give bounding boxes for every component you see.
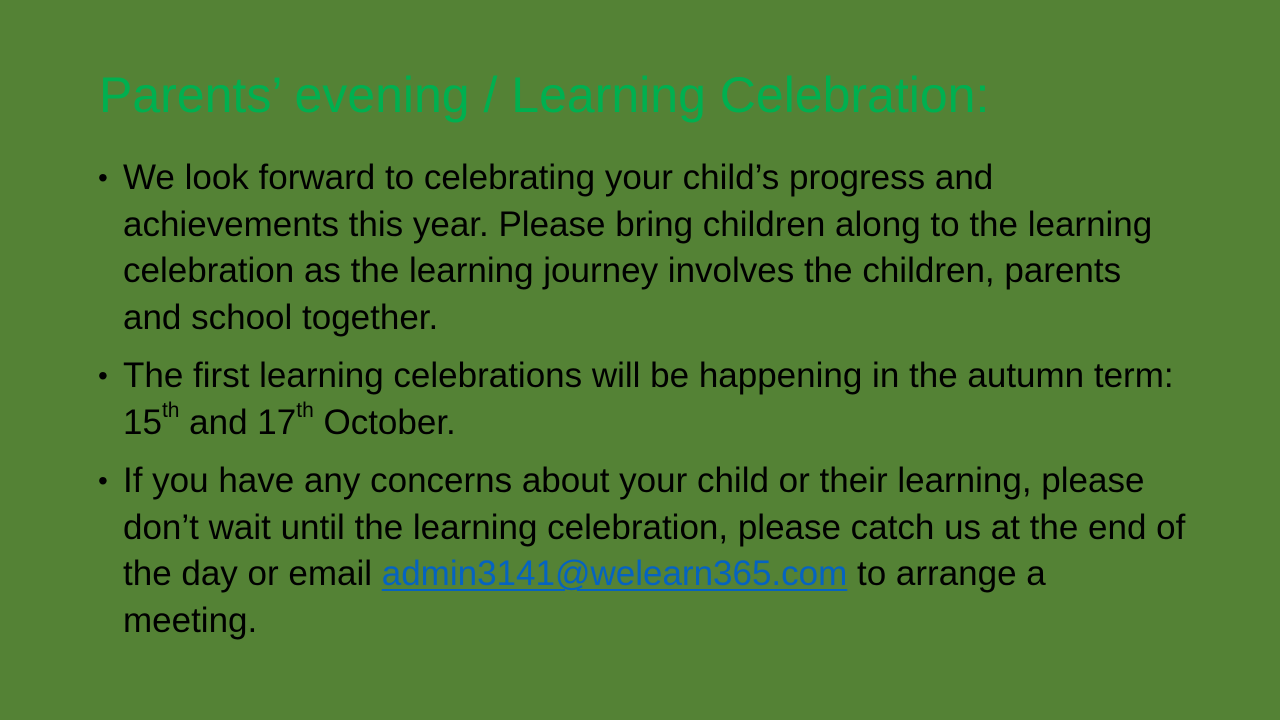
bullet-text: We look forward to celebrating your child’s progress and achievements this year. Please bring children along to the learning celebration as the learning journey involves the children, parents and school together. bbox=[123, 158, 1153, 337]
bullet-text-part: to arrange a meeting. bbox=[123, 554, 1046, 640]
email-link[interactable]: admin3141@welearn365.com bbox=[381, 554, 848, 593]
bullet-dot-icon: • bbox=[98, 162, 108, 193]
bullet-dot-icon: • bbox=[98, 465, 108, 496]
bullet-text-part: The first learning celebrations will be happening in the autumn term: 15 bbox=[123, 356, 1174, 442]
bullet-item-celebrating-progress bbox=[98, 155, 1188, 341]
bullet-item-celebration-dates bbox=[98, 353, 1188, 446]
slide-title: Parents’ evening / Learning Celebration: bbox=[99, 67, 990, 123]
bullet-item-concerns bbox=[98, 458, 1188, 644]
ordinal-suffix: th bbox=[296, 398, 314, 422]
bullet-text-part: October. bbox=[313, 402, 456, 442]
bullet-dot-icon: • bbox=[98, 360, 108, 391]
bullet-text-part: and 17 bbox=[179, 402, 297, 442]
ordinal-suffix: th bbox=[161, 398, 180, 422]
bullet-text-part: If you have any concerns about your child or their learning, please don’t wait until the learning celebration, please catch us at the end of the day or email bbox=[123, 461, 1186, 593]
bullet-list bbox=[98, 155, 1188, 656]
